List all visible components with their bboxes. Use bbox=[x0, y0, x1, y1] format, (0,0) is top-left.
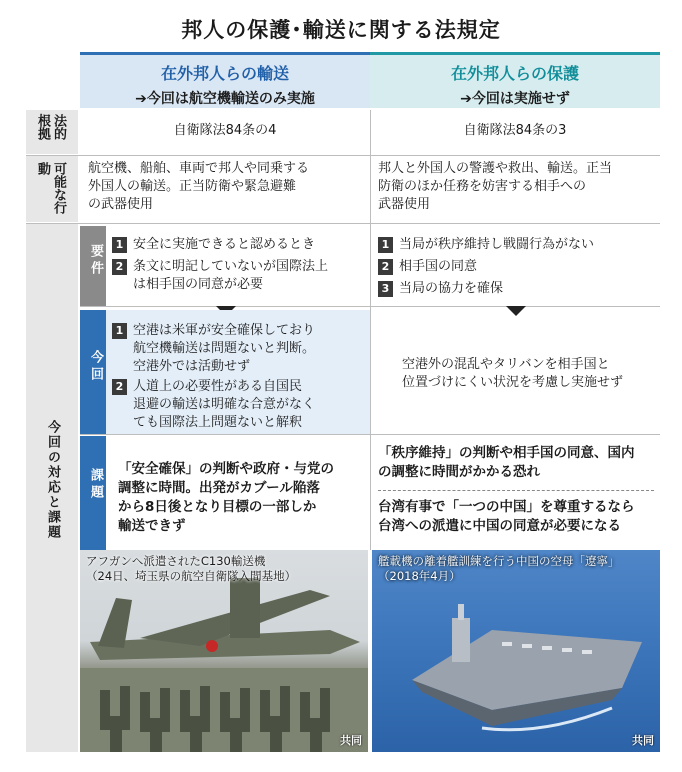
actions-transport-line: の武器使用 bbox=[88, 197, 154, 212]
requirement-transport-1 bbox=[112, 236, 315, 254]
divider bbox=[80, 306, 660, 307]
issues-protection-2 bbox=[378, 498, 660, 536]
requirement-protection-3 bbox=[378, 280, 503, 298]
issues-protection-1 bbox=[378, 444, 660, 482]
requirement-transport-2 bbox=[112, 258, 328, 294]
column-header-transport bbox=[80, 52, 370, 108]
requirement-text: 当局の協力を確保 bbox=[399, 281, 504, 296]
this-time-protection-line: 空港外の混乱やタリバンを相手国と bbox=[402, 357, 610, 372]
divider bbox=[26, 155, 660, 156]
actions-transport-line: 外国人の輸送。正当防衛や緊急避難 bbox=[88, 179, 297, 194]
row-label-actions bbox=[26, 156, 78, 222]
this-time-text: 空港外では活動せず bbox=[133, 359, 251, 374]
issues-protection-line: 「秩序維持」の判断や相手国の同意、国内 bbox=[378, 445, 635, 461]
number-badge: 3 bbox=[378, 281, 393, 297]
actions-transport-line: 航空機、船舶、車両で邦人や同乗する bbox=[88, 161, 310, 176]
issues-protection-line: の調整に時間がかかる恐れ bbox=[378, 464, 540, 480]
this-time-protection bbox=[402, 356, 658, 392]
divider bbox=[26, 223, 660, 224]
column-sub-protection: ➔今回は実施せず bbox=[460, 91, 570, 107]
photo-caption-line: 艦載機の離着艦訓練を行う中国の空母「遼寧」 bbox=[378, 554, 620, 568]
number-badge: 1 bbox=[378, 237, 393, 253]
issues-protection-line: 台湾への派遣に中国の同意が必要になる bbox=[378, 518, 621, 534]
column-heading-transport: 在外邦人らの輸送 bbox=[160, 64, 289, 83]
down-arrow-icon bbox=[506, 306, 526, 316]
comparison-table bbox=[26, 52, 660, 752]
actions-protection-line: 防衛のほか任務を妨害する相手への bbox=[378, 179, 587, 194]
requirements-tag bbox=[80, 226, 106, 306]
issues-transport-line: 調整に時間。出発がカブール陥落 bbox=[118, 480, 320, 496]
actions-transport bbox=[88, 160, 368, 214]
issues-transport-line: 輸送できず bbox=[118, 518, 186, 534]
requirement-text: 安全に実施できると認めるとき bbox=[133, 237, 316, 252]
legal-basis-transport: 自衛隊法84条の4 bbox=[173, 123, 277, 138]
this-time-tag-text: 今回 bbox=[88, 350, 103, 384]
photo-caption-line: （2018年4月） bbox=[378, 569, 461, 583]
actions-protection-line: 武器使用 bbox=[378, 197, 431, 212]
photo-caption-line: （24日、埼玉県の航空自衛隊入間基地） bbox=[86, 569, 297, 583]
photo-caption-line: アフガンへ派遣されたC130輸送機 bbox=[86, 554, 266, 568]
this-time-transport-1 bbox=[112, 322, 315, 376]
column-header-protection bbox=[370, 52, 660, 108]
column-heading-protection: 在外邦人らの保護 bbox=[450, 64, 579, 83]
this-time-text: ても国際法上問題ないと解釈 bbox=[133, 415, 303, 430]
issues-tag-text: 課題 bbox=[88, 468, 103, 502]
requirement-text: は相手国の同意が必要 bbox=[133, 277, 264, 292]
this-time-text: 退避の輸送は明確な合意がなく bbox=[133, 397, 316, 412]
divider bbox=[80, 434, 660, 435]
this-time-text: 空港は米軍が安全確保しており bbox=[133, 323, 316, 338]
column-divider bbox=[370, 110, 371, 550]
this-time-protection-line: 位置づけにくい状況を考慮し実施せず bbox=[402, 375, 624, 390]
requirement-text: 当局が秩序維持し戦闘行為がない bbox=[399, 237, 595, 252]
photo-credit: 共同 bbox=[632, 734, 654, 747]
issues-transport bbox=[118, 460, 368, 536]
this-time-text: 人道上の必要性がある自国民 bbox=[133, 379, 303, 394]
column-sub-transport: ➔今回は航空機輸送のみ実施 bbox=[135, 91, 315, 107]
row-label-response bbox=[26, 224, 78, 752]
number-badge: 1 bbox=[112, 323, 127, 339]
number-badge: 2 bbox=[378, 259, 393, 275]
photo-caption bbox=[378, 554, 620, 584]
photo-aircraft-carrier bbox=[372, 550, 660, 752]
issues-transport-line: から8日後となり目標の一部しか bbox=[118, 499, 317, 515]
requirements-tag-text: 要件 bbox=[88, 244, 103, 278]
number-badge: 1 bbox=[112, 237, 127, 253]
response-label: 今回の対応と課題 bbox=[45, 420, 60, 540]
number-badge: 2 bbox=[112, 379, 127, 395]
this-time-transport-2 bbox=[112, 378, 315, 432]
this-time-text: 航空機輸送は問題ないと判断。 bbox=[133, 341, 316, 356]
number-badge: 2 bbox=[112, 259, 127, 275]
page-title: 邦人の保護･輸送に関する法規定 bbox=[181, 18, 501, 42]
dashed-divider bbox=[378, 490, 654, 491]
this-time-tag bbox=[80, 310, 106, 434]
actions-label: 可能な行動 bbox=[35, 162, 66, 214]
actions-protection bbox=[378, 160, 660, 214]
photo-c130-transport bbox=[80, 550, 368, 752]
requirement-text: 相手国の同意 bbox=[399, 259, 478, 274]
issues-transport-line: 「安全確保」の判断や政府・与党の bbox=[118, 461, 334, 477]
photo-credit: 共同 bbox=[340, 734, 362, 747]
legal-basis-protection: 自衛隊法84条の3 bbox=[463, 123, 567, 138]
requirement-protection-2 bbox=[378, 258, 477, 276]
requirement-text: 条文に明記していないが国際法上 bbox=[133, 259, 329, 274]
row-label-legal-basis bbox=[26, 110, 78, 154]
requirement-protection-1 bbox=[378, 236, 594, 254]
issues-protection-line: 台湾有事で「一つの中国」を尊重するなら bbox=[378, 499, 635, 515]
actions-protection-line: 邦人と外国人の警護や救出、輸送。正当 bbox=[378, 161, 613, 176]
legal-basis-label: 法的根拠 bbox=[35, 114, 66, 140]
photo-caption bbox=[86, 554, 296, 584]
issues-tag bbox=[80, 436, 106, 550]
